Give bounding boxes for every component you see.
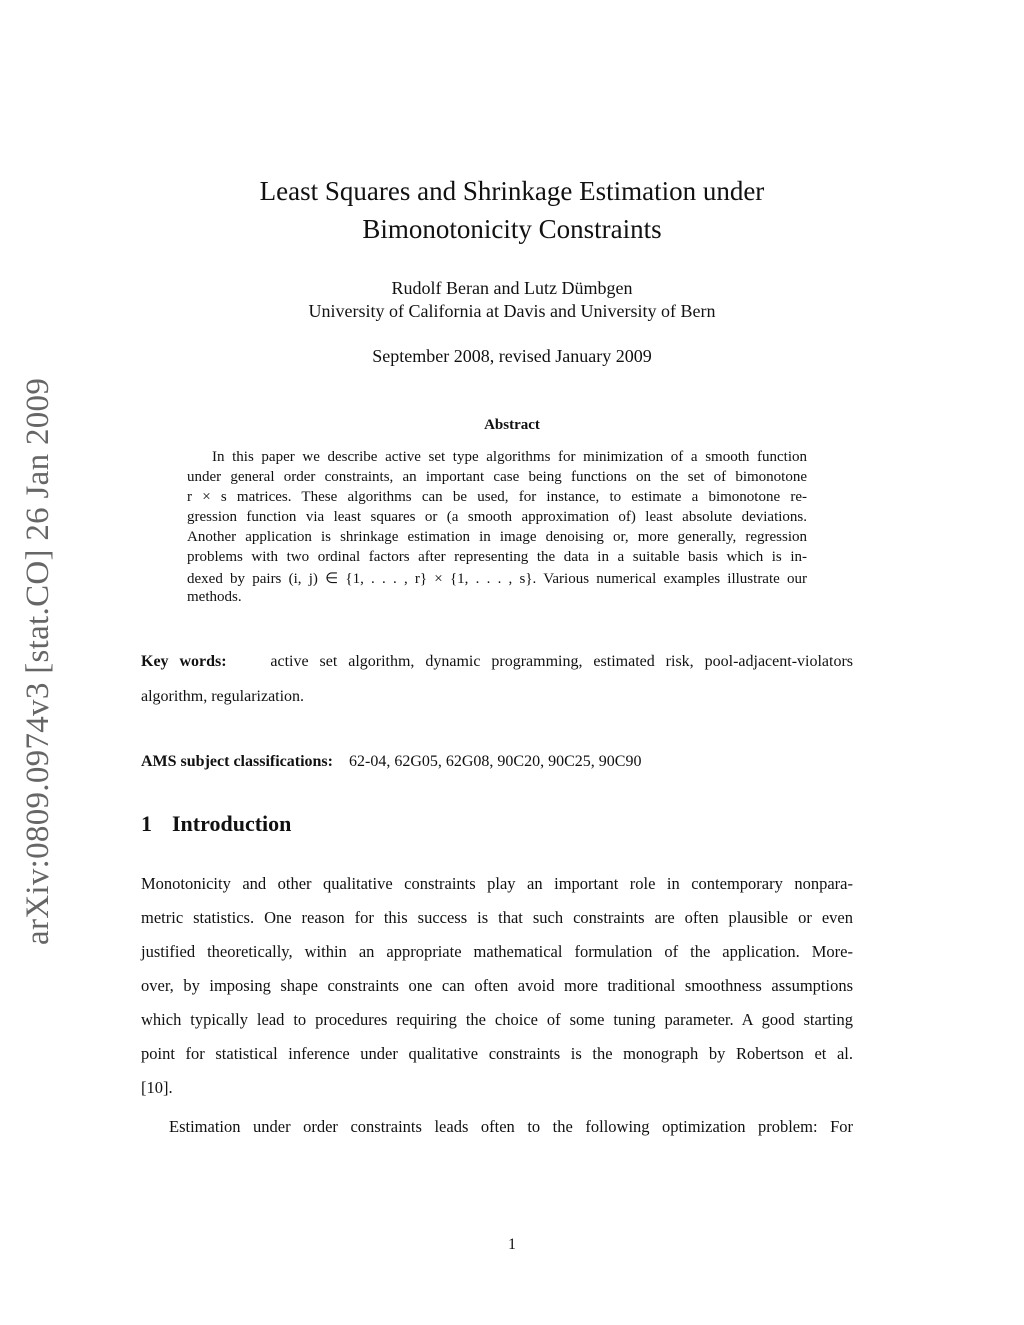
abstract-line: methods. [187, 589, 242, 605]
affiliation: University of California at Davis and University of Bern [308, 301, 716, 321]
abstract-line: under general order constraints, an important case being functions on the set of bimonotone [187, 469, 807, 485]
intro-line: which typically lead to procedures requiring the choice of some tuning parameter. A good starting [141, 1010, 853, 1029]
keywords-line-2: algorithm, regularization. [141, 688, 305, 705]
section-title: Introduction [172, 811, 292, 836]
ams-classifications [141, 753, 853, 771]
intro-line: [10]. [141, 1078, 173, 1097]
intro-line: over, by imposing shape constraints one can often avoid more traditional smoothness assumptions [141, 976, 853, 995]
section-heading [141, 811, 291, 837]
abstract-heading: Abstract [484, 417, 540, 433]
intro-paragraph-2-line: Estimation under order constraints leads often to the following optimization problem: For [169, 1117, 853, 1136]
keywords-line-1 [141, 653, 853, 671]
title-line-1: Least Squares and Shrinkage Estimation under [259, 176, 765, 206]
intro-line: justified theoretically, within an appropriate mathematical formulation of the application. More- [141, 942, 853, 961]
page-number: 1 [508, 1236, 516, 1253]
abstract-line: r × s matrices. These algorithms can be used, for instance, to estimate a bimonotone re- [187, 489, 807, 505]
keywords-label: Key words: [141, 653, 227, 670]
intro-line: point for statistical inference under qualitative constraints is the monograph by Robertson et al. [141, 1044, 853, 1063]
title-line-2: Bimonotonicity Constraints [362, 214, 662, 244]
arxiv-identifier: arXiv:0809.0974v3 [stat.CO] 26 Jan 2009 [20, 377, 56, 945]
date: September 2008, revised January 2009 [372, 346, 652, 366]
section-number: 1 [141, 811, 152, 836]
abstract-line: Another application is shrinkage estimation in image denoising or, more generally, regression [187, 529, 807, 545]
authors: Rudolf Beran and Lutz Dümbgen [391, 278, 633, 298]
intro-line: metric statistics. One reason for this success is that such constraints are often plausible or even [141, 908, 853, 927]
intro-line: Monotonicity and other qualitative constraints play an important role in contemporary nonpara- [141, 874, 853, 893]
abstract-line: In this paper we describe active set type algorithms for minimization of a smooth function [212, 449, 807, 465]
ams-label: AMS subject classifications: [141, 753, 333, 770]
ams-codes: 62-04, 62G05, 62G08, 90C20, 90C25, 90C90 [348, 753, 642, 770]
abstract-line: gression function via least squares or (a smooth approximation of) least absolute deviations. [187, 509, 807, 525]
abstract-line: problems with two ordinal factors after representing the data in a suitable basis which is in- [187, 549, 807, 565]
abstract-line: dexed by pairs (i, j) ∈ {1, . . . , r} × {1, . . . , s}. Various numerical examples illustrate our [187, 571, 807, 587]
keywords: active set algorithm, dynamic programming, estimated risk, pool-adjacent-violators [270, 653, 854, 670]
